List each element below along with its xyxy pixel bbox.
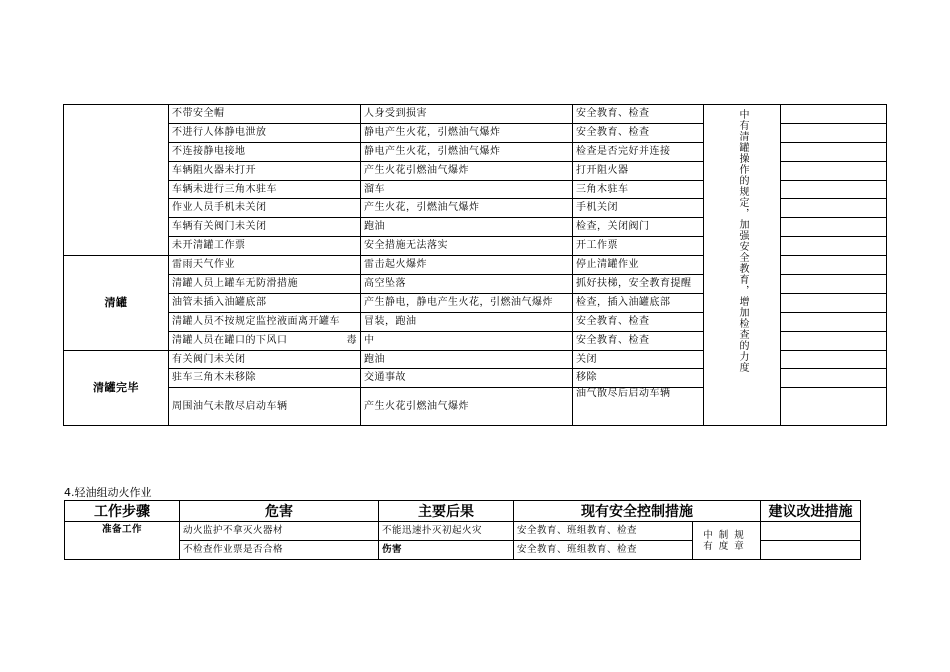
suggestion-cell (781, 218, 887, 237)
hazard-cell: 车辆有关阀门未关闭 (169, 218, 361, 237)
suggestion-cell (781, 388, 887, 426)
suggestion-cell (781, 275, 887, 294)
suggestion-cell (781, 123, 887, 142)
hazard-cell: 油管未插入油罐底部 (169, 293, 361, 312)
consequence-cell: 静电产生火花，引燃油气爆炸 (361, 123, 573, 142)
step-cell: 清罐完毕 (64, 350, 169, 426)
hazard-cell: 有关阀门未关闭 (169, 350, 361, 369)
hazard-text: 清罐人员在罐口的下风口 (172, 334, 288, 346)
control-cell: 手机关闭 (573, 199, 704, 218)
suggestion-cell (781, 142, 887, 161)
hazard-cell: 周围油气未散尽启动车辆 (169, 388, 361, 426)
hazard-cell: 清罐人员不按规定监控液面离开罐车 (169, 312, 361, 331)
consequence-cell: 冒装，跑油 (361, 312, 573, 331)
hazard-cell: 驻车三角木未移除 (169, 369, 361, 388)
consequence-cell: 人身受到损害 (361, 105, 573, 124)
consequence-cell: 不能迅速扑灭初起火灾 (379, 522, 514, 541)
header-control: 现有安全控制措施 (514, 501, 761, 522)
table-row (64, 105, 887, 124)
control-cell: 开工作票 (573, 237, 704, 256)
note-cell: 中制规有度章 (693, 522, 761, 560)
suggestion-cell (781, 312, 887, 331)
header-row (65, 501, 861, 522)
hazard-cell: 不检查作业票是否合格 (180, 541, 379, 560)
control-cell: 安全教育、检查 (573, 331, 704, 350)
suggestion-cell (781, 350, 887, 369)
control-cell: 三角木驻车 (573, 180, 704, 199)
hazard-cell: 作业人员手机未关闭 (169, 199, 361, 218)
hazard-cell: 动火监护不拿灭火器材 (180, 522, 379, 541)
suggestion-note: 中有清罐操作的规定，加强安全教育，增加检查的力度 (737, 109, 748, 373)
control-cell: 油气散尽后启动车辆 (573, 388, 704, 426)
suggestion-cell (781, 180, 887, 199)
header-suggestion: 建议改进措施 (761, 501, 861, 522)
control-cell: 安全教育、检查 (573, 105, 704, 124)
consequence-cell: 溜车 (361, 180, 573, 199)
hazard-cell: 不带安全帽 (169, 105, 361, 124)
hazard-cell: 车辆未进行三角木驻车 (169, 180, 361, 199)
hazard-tail: 毒 (346, 334, 357, 346)
step-cell (64, 105, 169, 256)
consequence-cell: 跑油 (361, 218, 573, 237)
control-cell: 抓好扶梯，安全教育提醒 (573, 275, 704, 294)
suggestion-cell (761, 522, 861, 541)
step-cell: 准备工作 (65, 522, 180, 560)
header-step: 工作步骤 (65, 501, 180, 522)
hazard-cell (169, 331, 361, 350)
control-cell: 安全教育、检查 (573, 123, 704, 142)
suggestion-cell (781, 331, 887, 350)
consequence-cell: 交通事故 (361, 369, 573, 388)
control-cell: 检查是否完好并连接 (573, 142, 704, 161)
hazard-table (63, 104, 887, 426)
consequence-cell: 伤害 (379, 541, 514, 560)
hazard-cell: 雷雨天气作业 (169, 256, 361, 275)
consequence-cell: 静电产生火花，引燃油气爆炸 (361, 142, 573, 161)
suggestion-cell (781, 256, 887, 275)
consequence-cell: 产生火花引燃油气爆炸 (361, 388, 573, 426)
control-cell: 停止清罐作业 (573, 256, 704, 275)
control-cell: 安全教育、检查 (573, 312, 704, 331)
consequence-cell: 产生火花引燃油气爆炸 (361, 161, 573, 180)
hazard-cell: 未开清罐工作票 (169, 237, 361, 256)
suggestion-cell (781, 199, 887, 218)
control-cell: 检查，插入油罐底部 (573, 293, 704, 312)
control-cell: 安全教育、班组教育、检查 (514, 541, 693, 560)
suggestion-cell (781, 293, 887, 312)
suggestion-cell (781, 369, 887, 388)
control-cell: 检查，关闭阀门 (573, 218, 704, 237)
hazard-cell: 不进行人体静电泄放 (169, 123, 361, 142)
consequence-cell: 产生静电，静电产生火花，引燃油气爆炸 (361, 293, 573, 312)
control-cell: 安全教育、班组教育、检查 (514, 522, 693, 541)
section-title: 4.轻油组动火作业 (64, 486, 152, 499)
table-row (65, 522, 861, 541)
header-hazard: 危害 (180, 501, 379, 522)
suggestion-note-cell (704, 105, 781, 426)
suggestion-cell (781, 237, 887, 256)
fire-work-table (64, 500, 861, 560)
hazard-cell: 车辆阻火器未打开 (169, 161, 361, 180)
hazard-cell: 清罐人员上罐车无防滑措施 (169, 275, 361, 294)
hazard-table-body (64, 105, 887, 426)
suggestion-cell (781, 161, 887, 180)
suggestion-cell (761, 541, 861, 560)
step-cell: 清罐 (64, 256, 169, 350)
control-cell: 关闭 (573, 350, 704, 369)
consequence-cell: 产生火花，引燃油气爆炸 (361, 199, 573, 218)
consequence-cell: 雷击起火爆炸 (361, 256, 573, 275)
consequence-cell: 中 (361, 331, 573, 350)
header-consequence: 主要后果 (379, 501, 514, 522)
consequence-cell: 高空坠落 (361, 275, 573, 294)
consequence-cell: 跑油 (361, 350, 573, 369)
control-cell: 移除 (573, 369, 704, 388)
hazard-cell: 不连接静电接地 (169, 142, 361, 161)
control-cell: 打开阻火器 (573, 161, 704, 180)
consequence-cell: 安全措施无法落实 (361, 237, 573, 256)
suggestion-cell (781, 105, 887, 124)
